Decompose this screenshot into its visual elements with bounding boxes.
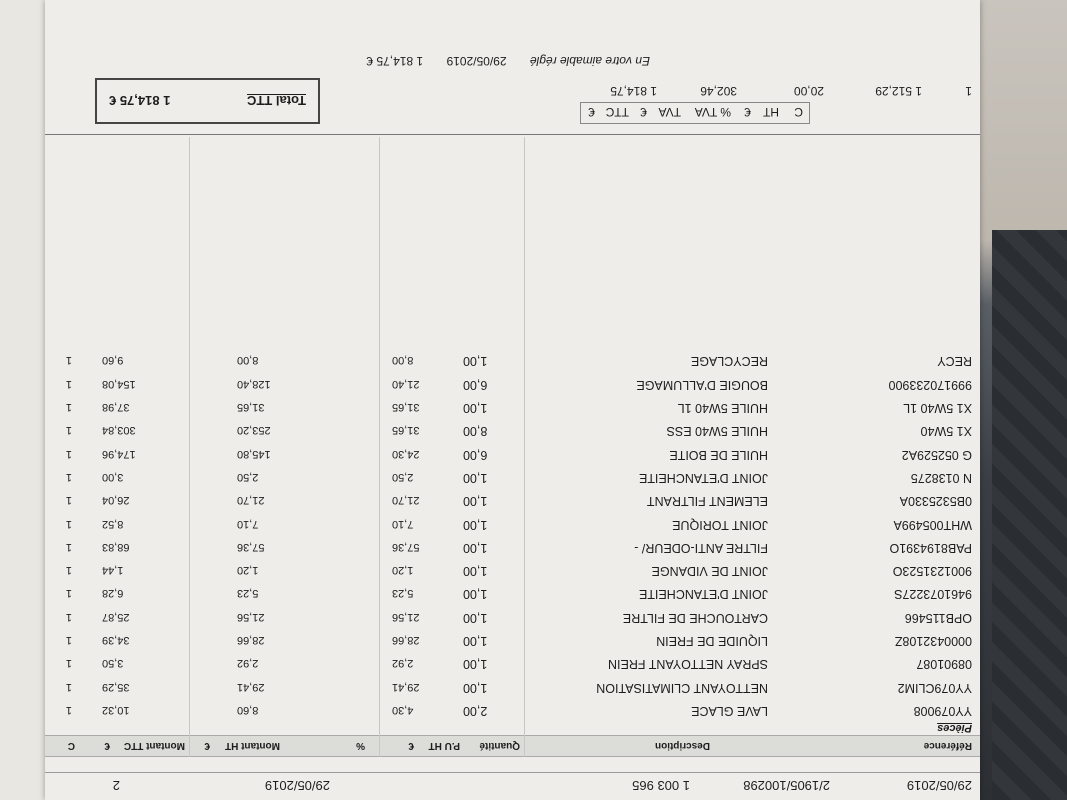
row-code: 1 [65, 517, 72, 530]
totals-hdr-euro-2: € [640, 105, 647, 119]
row-reference: WHT005499A [893, 517, 972, 532]
row-amount-ttc: 8,52 [102, 517, 124, 530]
table-row [45, 466, 980, 489]
table-row [45, 443, 980, 466]
totals-hdr-tva: TVA [658, 105, 681, 119]
row-amount-ttc: 174,96 [102, 447, 136, 460]
row-amount-ht: 29,41 [237, 680, 265, 693]
totals-tva: 302,46 [700, 84, 737, 98]
col-euro-3: € [104, 740, 110, 751]
row-unit-price: 29,41 [392, 680, 420, 693]
row-amount-ht: 8,60 [237, 704, 259, 716]
col-montant-ht: Montant HT [225, 740, 280, 751]
total-ttc-box [95, 78, 320, 124]
table-row [45, 373, 980, 396]
table-row [45, 419, 980, 442]
row-unit-price: 1,20 [392, 564, 414, 577]
row-unit-price: 21,70 [392, 494, 420, 507]
row-unit-price: 2,92 [392, 657, 414, 670]
row-amount-ttc: 154,08 [102, 377, 136, 390]
row-code: 1 [65, 401, 72, 414]
totals-hdr-euro-1: € [744, 105, 751, 119]
row-amount-ht: 253,20 [237, 424, 271, 437]
row-code: 1 [65, 447, 72, 460]
row-reference: 9001231523O [892, 564, 972, 579]
client-number: 1 003 965 [632, 778, 690, 793]
row-unit-price: 5,23 [392, 587, 414, 600]
col-description: Description [654, 740, 710, 751]
row-amount-ttc: 25,87 [102, 610, 130, 623]
row-quantity: 1,00 [463, 587, 488, 602]
row-amount-ht: 21,70 [237, 494, 265, 507]
table-row [45, 536, 980, 559]
row-code: 1 [65, 494, 72, 507]
row-quantity: 1,00 [463, 564, 488, 579]
row-amount-ttc: 37,98 [102, 401, 130, 414]
totals-hdr-euro-3: € [588, 105, 595, 119]
row-quantity: 1,00 [463, 517, 488, 532]
row-reference: PAB8194391O [889, 540, 972, 555]
row-description: HUILE DE BOITE [669, 447, 768, 462]
row-description: FILTRE ANTI-ODEUR/ - [634, 540, 768, 555]
row-amount-ttc: 6,28 [102, 587, 124, 600]
row-quantity: 1,00 [463, 401, 488, 416]
row-description: JOINT D'ETANCHEITE [638, 471, 768, 485]
row-quantity: 1,00 [463, 680, 488, 695]
row-unit-price: 31,65 [392, 424, 420, 437]
table-row [45, 513, 980, 536]
col-euro-1: € [408, 740, 414, 751]
row-unit-price: 4,30 [392, 704, 414, 716]
row-amount-ht: 5,23 [237, 587, 259, 600]
row-code: 1 [65, 610, 72, 623]
invoice-date-2: 29/05/2019 [264, 778, 330, 793]
row-quantity: 1,00 [463, 494, 488, 509]
table-row [45, 606, 980, 629]
row-code: 1 [65, 680, 72, 693]
row-reference: X1 5W40 [920, 424, 972, 439]
invoice-date: 29/05/2019 [906, 778, 972, 793]
row-amount-ttc: 303,84 [102, 424, 136, 437]
row-reference: N 0138275 [910, 471, 972, 485]
row-amount-ttc: 26,04 [102, 494, 130, 507]
row-reference: 08901087 [916, 657, 972, 672]
row-code: 1 [65, 587, 72, 600]
row-unit-price: 57,36 [392, 540, 420, 553]
totals-hdr-tva-pct: % TVA [694, 105, 731, 119]
row-amount-ht: 21,56 [237, 610, 265, 623]
background-cutting-mat [992, 230, 1067, 800]
row-reference: YY079008 [913, 704, 972, 718]
row-unit-price: 31,65 [392, 401, 420, 414]
row-description: NETTOYANT CLIMATISATION [596, 680, 768, 695]
row-unit-price: 24,30 [392, 447, 420, 460]
table-row [45, 396, 980, 419]
row-amount-ht: 1,20 [237, 564, 259, 577]
row-description: SPRAY NETTOYANT FREIN [608, 657, 768, 672]
row-amount-ht: 28,66 [237, 634, 265, 647]
row-amount-ttc: 1,44 [102, 564, 124, 577]
totals-ht: 1 512,29 [875, 84, 922, 98]
row-reference: 0000432108Z [894, 634, 972, 649]
totals-c: 1 [965, 84, 972, 98]
col-reference: Référence [923, 740, 972, 751]
row-description: ELEMENT FILTRANT [646, 494, 768, 509]
totals-hdr-c: C [794, 105, 803, 119]
page-number: 2 [112, 778, 120, 793]
payment-amount: 1 814,75 € [366, 54, 424, 68]
row-reference: 0B5325330A [899, 494, 972, 509]
table-row [45, 559, 980, 582]
row-reference: G 052529A2 [901, 447, 972, 462]
col-pu-ht: P.U HT [428, 740, 460, 751]
col-euro-2: € [204, 740, 210, 751]
row-code: 1 [65, 540, 72, 553]
row-quantity: 1,00 [463, 634, 488, 649]
row-unit-price: 21,56 [392, 610, 420, 623]
row-reference: YY079CLIM2 [897, 680, 972, 695]
row-amount-ttc: 34,39 [102, 634, 130, 647]
totals-hdr-ht: HT [763, 105, 779, 119]
table-row [45, 676, 980, 699]
table-row [45, 699, 980, 722]
row-quantity: 1,00 [463, 610, 488, 625]
col-montant-ttc: Montant TTC [123, 740, 185, 751]
row-amount-ht: 31,65 [237, 401, 265, 414]
row-unit-price: 8,00 [392, 354, 414, 367]
row-description: LAVE GLACE [691, 704, 768, 718]
row-code: 1 [65, 634, 72, 647]
row-description: JOINT D'ETANCHEITE [638, 587, 768, 602]
row-reference: X1 5W40 1L [903, 401, 972, 416]
row-description: HUILE 5W40 1L [677, 401, 768, 416]
totals-header [580, 102, 810, 124]
payment-message: En votre aimable réglé [529, 54, 650, 68]
payment-date: 29/05/2019 [446, 54, 507, 68]
row-amount-ttc: 68,83 [102, 540, 130, 553]
row-description: BOUGIE D'ALLUMAGE [636, 377, 768, 392]
table-row [45, 583, 980, 606]
table-row [45, 350, 980, 373]
row-code: 1 [65, 564, 72, 577]
row-code: 1 [65, 704, 72, 716]
table-row [45, 489, 980, 512]
row-amount-ht: 128,40 [237, 377, 271, 390]
row-description: RECYCLAGE [690, 354, 768, 369]
row-amount-ht: 2,50 [237, 471, 259, 483]
row-quantity: 6,00 [463, 377, 488, 392]
row-description: JOINT TORIQUE [672, 517, 768, 532]
table-row [45, 652, 980, 675]
row-description: JOINT DE VIDANGE [651, 564, 768, 579]
row-code: 1 [65, 377, 72, 390]
row-reference: 9461073227S [894, 587, 972, 602]
row-quantity: 6,00 [463, 447, 488, 462]
row-quantity: 1,00 [463, 471, 488, 485]
payment-line [366, 54, 650, 68]
col-quantity: Quantité [479, 740, 520, 751]
table-row [45, 629, 980, 652]
row-unit-price: 28,66 [392, 634, 420, 647]
row-code: 1 [65, 471, 72, 483]
row-quantity: 8,00 [463, 424, 488, 439]
total-ttc-label: Total TTC [247, 93, 306, 108]
row-unit-price: 2,50 [392, 471, 414, 483]
col-c: C [67, 740, 75, 751]
row-description: LIQUIDE DE FREIN [656, 634, 768, 649]
row-code: 1 [65, 354, 72, 367]
row-amount-ht: 57,36 [237, 540, 265, 553]
row-quantity: 1,00 [463, 657, 488, 672]
row-reference: RECY [937, 354, 972, 369]
row-unit-price: 7,10 [392, 517, 414, 530]
row-code: 1 [65, 657, 72, 670]
row-quantity: 1,00 [463, 354, 488, 369]
row-unit-price: 21,40 [392, 377, 420, 390]
column-header-bar [45, 735, 980, 757]
row-description: HUILE 5W40 ESS [666, 424, 768, 439]
row-amount-ttc: 10,32 [102, 704, 130, 716]
invoice-header-row [45, 772, 980, 800]
col-percent: % [356, 740, 365, 751]
row-amount-ht: 2,92 [237, 657, 259, 670]
row-code: 1 [65, 424, 72, 437]
row-quantity: 1,00 [463, 540, 488, 555]
invoice-document [45, 0, 980, 800]
row-amount-ttc: 9,60 [102, 354, 124, 367]
row-amount-ttc: 35,29 [102, 680, 130, 693]
totals-hdr-ttc: TTC [605, 105, 629, 119]
totals-tva-pct: 20,00 [793, 84, 824, 98]
row-reference: OPB115466 [904, 610, 972, 625]
section-title-pieces: Pièces [937, 722, 972, 734]
row-amount-ttc: 3,00 [102, 471, 124, 483]
row-quantity: 2,00 [463, 704, 488, 718]
totals-ttc: 1 814,75 [610, 84, 657, 98]
invoice-number: 2/1905/100298 [743, 778, 830, 793]
totals-footer [45, 0, 980, 135]
row-amount-ht: 145,80 [237, 447, 271, 460]
total-ttc-value: 1 814,75 € [109, 93, 171, 108]
row-description: CARTOUCHE DE FILTRE [622, 610, 768, 625]
row-amount-ht: 8,00 [237, 354, 259, 367]
row-amount-ht: 7,10 [237, 517, 259, 530]
row-reference: 999170233900 [888, 377, 972, 392]
row-amount-ttc: 3,50 [102, 657, 124, 670]
